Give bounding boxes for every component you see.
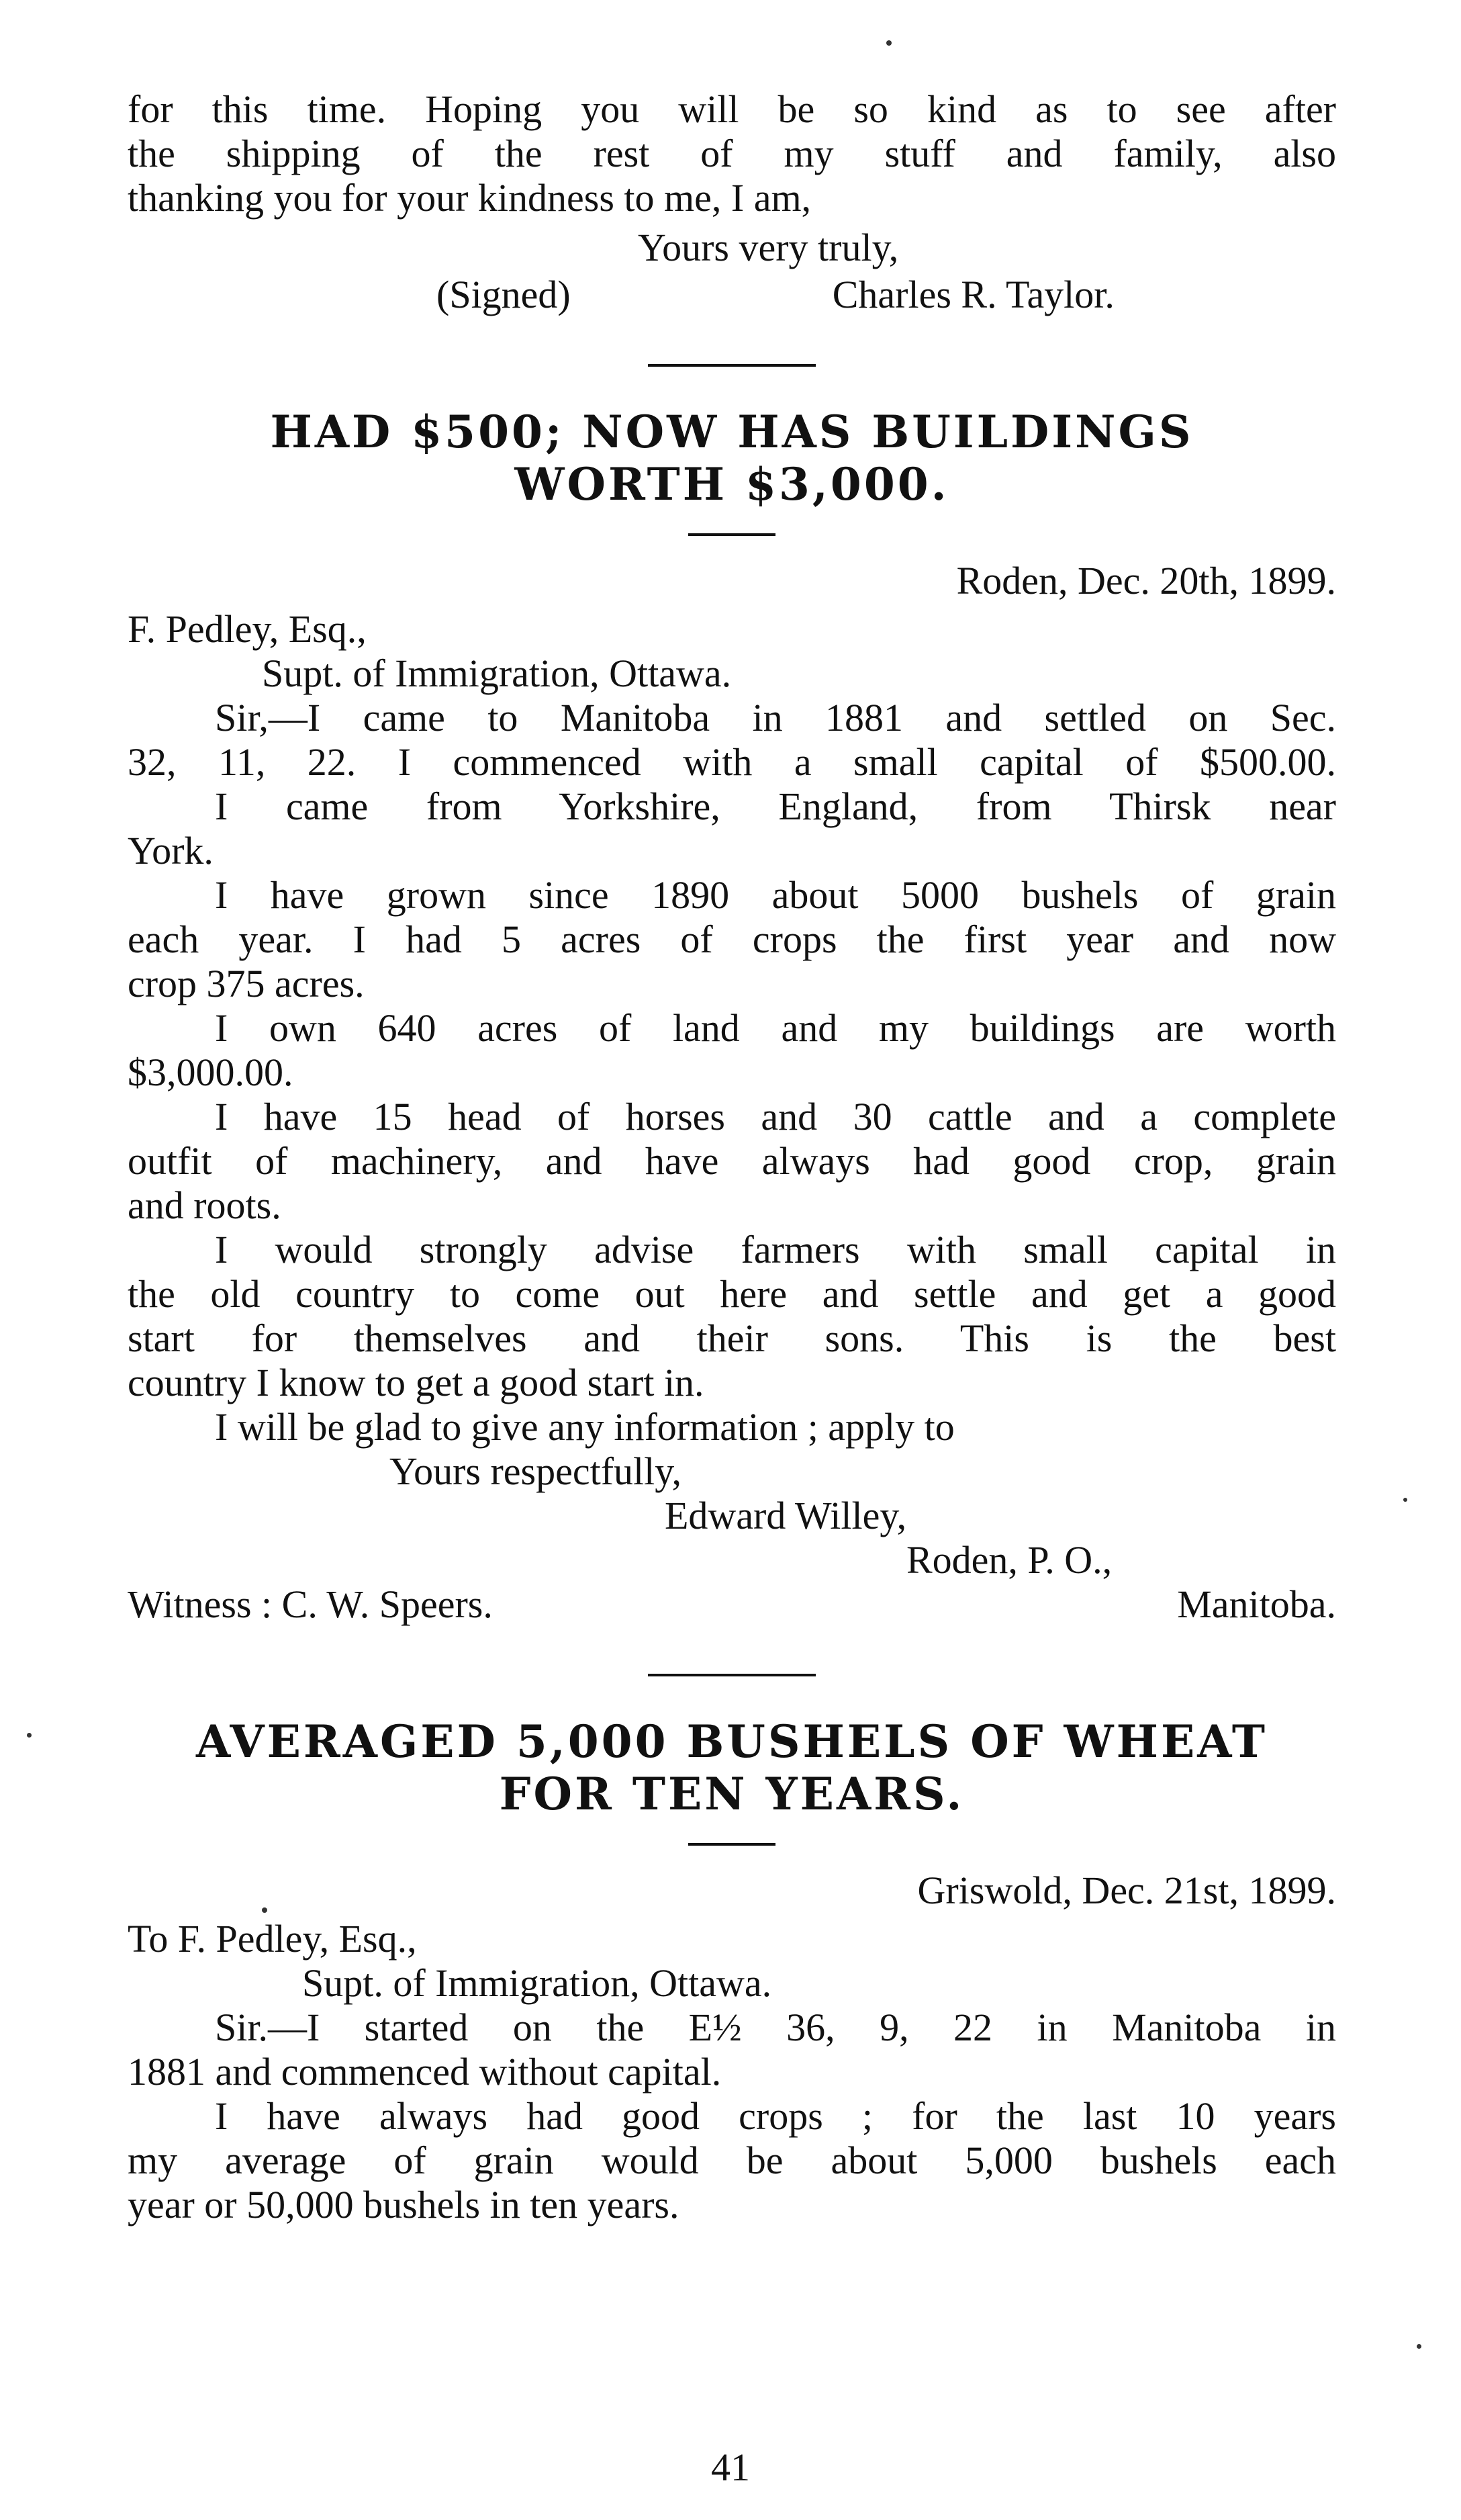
addressee: F. Pedley, Esq.,	[128, 607, 367, 651]
signer-province: Manitoba.	[1177, 1582, 1336, 1626]
body-line: I have 15 head of horses and 30 cattle and a complete	[215, 1095, 1336, 1138]
addressee-title: Supt. of Immigration, Ottawa.	[262, 651, 732, 695]
scan-speck	[1403, 1498, 1407, 1502]
scan-speck	[886, 40, 892, 46]
body-line: crop 375 acres.	[128, 962, 365, 1005]
letter-body	[128, 2006, 1336, 2227]
body-line: Sir,—I came to Manitoba in 1881 and settled on Sec.	[215, 696, 1336, 739]
body-line: my average of grain would be about 5,000 bushels each	[128, 2139, 1336, 2182]
heading-rule	[688, 533, 775, 536]
body-line: outfit of machinery, and have always had good crop, grain	[128, 1139, 1336, 1183]
text-line: thanking you for your kindness to me, I am,	[128, 176, 812, 220]
body-line: I will be glad to give any information ; apply to	[215, 1405, 955, 1449]
scan-speck	[262, 1907, 267, 1913]
section-divider	[648, 1674, 816, 1676]
continuation-paragraph	[128, 87, 1336, 220]
body-line: I have grown since 1890 about 5000 bushels of grain	[215, 873, 1336, 917]
body-line: year or 50,000 bushels in ten years.	[128, 2183, 679, 2226]
closing: Yours very truly,	[638, 226, 899, 269]
witness-line	[128, 1582, 1336, 1627]
signed-label: (Signed)	[436, 273, 571, 316]
document-page	[128, 87, 1336, 2227]
signer-name: Charles R. Taylor.	[832, 273, 1115, 316]
letter-body	[128, 696, 1336, 1449]
letter-heading-line: HAD $500; NOW HAS BUILDINGS	[270, 406, 1194, 458]
dateline: Roden, Dec. 20th, 1899.	[956, 559, 1336, 602]
body-line: the old country to come out here and settle and get a good	[128, 1272, 1336, 1316]
signer-post-office: Roden, P. O.,	[906, 1538, 1113, 1582]
addressee: To F. Pedley, Esq.,	[128, 1917, 417, 1961]
letter-heading-line: FOR TEN YEARS.	[499, 1768, 965, 1820]
body-line: start for themselves and their sons. This is the best	[128, 1316, 1336, 1360]
witness: Witness : C. W. Speers.	[128, 1582, 493, 1626]
letter-heading-line: AVERAGED 5,000 BUSHELS OF WHEAT	[195, 1715, 1268, 1768]
body-line: 1881 and commenced without capital.	[128, 2050, 722, 2094]
heading-rule	[688, 1843, 775, 1846]
text-line: the shipping of the rest of my stuff and family, also	[128, 132, 1336, 175]
body-line: each year. I had 5 acres of crops the first year and now	[128, 917, 1336, 961]
page-number: 41	[711, 2445, 750, 2489]
body-line: I would strongly advise farmers with small capital in	[215, 1228, 1336, 1271]
body-line: I own 640 acres of land and my buildings are worth	[215, 1006, 1336, 1050]
addressee-title: Supt. of Immigration, Ottawa.	[302, 1961, 772, 2005]
body-line: country I know to get a good start in.	[128, 1361, 704, 1404]
signer-name: Edward Willey,	[665, 1494, 907, 1537]
text-line: for this time. Hoping you will be so kind as to see after	[128, 87, 1336, 131]
body-line: $3,000.00.	[128, 1050, 293, 1094]
body-line: York.	[128, 829, 214, 872]
body-line: and roots.	[128, 1183, 281, 1227]
closing: Yours respectfully,	[389, 1449, 681, 1493]
body-line: I came from Yorkshire, England, from Thirsk near	[215, 784, 1336, 828]
body-line: 32, 11, 22. I commenced with a small capital of $500.00.	[128, 740, 1336, 784]
section-divider	[648, 364, 816, 367]
body-line: I have always had good crops ; for the last 10 years	[215, 2094, 1336, 2138]
body-line: Sir.—I started on the E½ 36, 9, 22 in Manitoba in	[215, 2006, 1336, 2049]
signature-line	[128, 273, 1336, 317]
scan-speck	[27, 1733, 32, 1738]
scan-speck	[1417, 2344, 1421, 2349]
letter-heading-line: WORTH $3,000.	[514, 458, 949, 510]
dateline: Griswold, Dec. 21st, 1899.	[917, 1869, 1336, 1912]
